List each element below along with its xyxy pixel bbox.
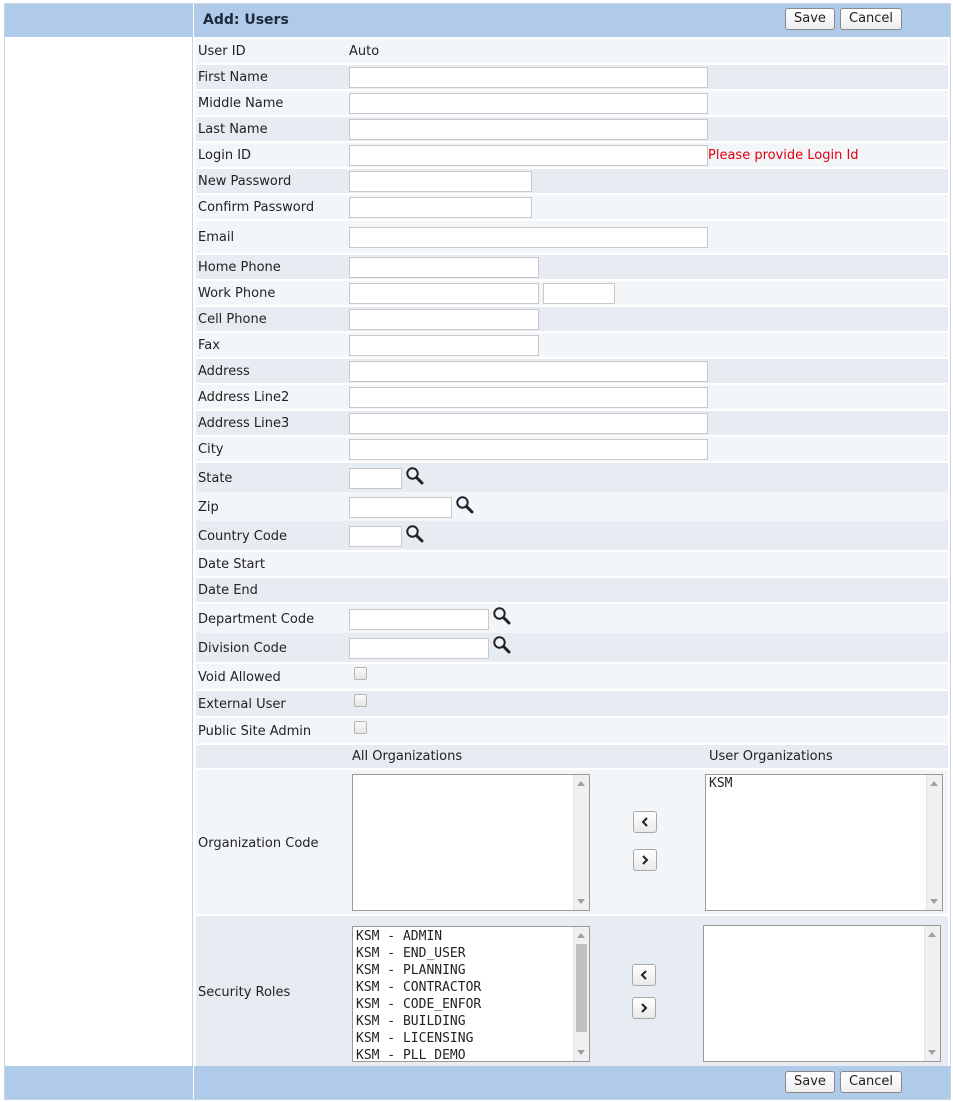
available-roles-list[interactable] xyxy=(352,926,590,1062)
save-button[interactable]: Save xyxy=(785,8,835,30)
left-column xyxy=(5,37,193,1066)
zip-input[interactable] xyxy=(349,497,452,518)
chevron-left-icon xyxy=(641,817,649,827)
login-id-input[interactable] xyxy=(349,145,708,166)
row-user-id xyxy=(196,39,948,63)
footer-cancel-button[interactable]: Cancel xyxy=(840,1071,902,1093)
security-roles-label: Security Roles xyxy=(198,985,291,1000)
division-code-lookup-magnifier-icon[interactable] xyxy=(492,635,512,655)
assigned-roles-list[interactable] xyxy=(703,925,941,1062)
user-organizations-scrollbar[interactable] xyxy=(926,775,942,910)
all-organizations-list[interactable] xyxy=(352,774,590,911)
footer-bar xyxy=(5,1066,950,1099)
list-item[interactable]: KSM - CONTRACTOR xyxy=(356,980,482,995)
available-roles-scrollbar[interactable] xyxy=(573,927,589,1061)
login-id-error: Please provide Login Id xyxy=(708,148,859,163)
date-start-label: Date Start xyxy=(198,557,265,572)
move-org-left-button[interactable] xyxy=(633,811,657,833)
header-bar xyxy=(5,4,950,37)
list-item[interactable]: KSM - ADMIN xyxy=(356,929,443,944)
state-input[interactable] xyxy=(349,468,402,489)
user-organizations-list[interactable] xyxy=(705,774,943,911)
user-id-value: Auto xyxy=(349,44,380,59)
zip-label: Zip xyxy=(198,500,219,515)
last-name-label: Last Name xyxy=(198,122,268,137)
row-security-roles xyxy=(196,916,948,1066)
all-organizations-header: All Organizations xyxy=(352,749,463,764)
chevron-right-icon xyxy=(640,1003,648,1013)
row-new-password xyxy=(196,169,948,193)
home-phone-input[interactable] xyxy=(349,257,539,278)
cancel-button[interactable]: Cancel xyxy=(840,8,902,30)
row-confirm-password xyxy=(196,195,948,219)
cell-phone-label: Cell Phone xyxy=(198,312,267,327)
row-department-code xyxy=(196,604,948,633)
list-item[interactable]: KSM xyxy=(709,776,733,791)
external-user-checkbox[interactable] xyxy=(354,694,367,707)
new-password-input[interactable] xyxy=(349,171,532,192)
row-email xyxy=(196,221,948,253)
address-line3-label: Address Line3 xyxy=(198,416,290,431)
row-work-phone xyxy=(196,281,948,305)
row-date-start xyxy=(196,552,948,576)
move-role-left-button[interactable] xyxy=(632,964,656,986)
country-code-label: Country Code xyxy=(198,529,288,544)
row-date-end xyxy=(196,578,948,602)
work-phone-ext-input[interactable] xyxy=(543,283,615,304)
row-organizations-header xyxy=(196,745,948,768)
confirm-password-input[interactable] xyxy=(349,197,532,218)
department-code-lookup-magnifier-icon[interactable] xyxy=(492,606,512,626)
row-middle-name xyxy=(196,91,948,115)
list-item[interactable]: KSM - END_USER xyxy=(356,946,466,961)
date-end-label: Date End xyxy=(198,583,258,598)
row-zip xyxy=(196,492,948,521)
state-lookup-magnifier-icon[interactable] xyxy=(405,466,425,486)
fax-input[interactable] xyxy=(349,335,539,356)
page-title: Add: Users xyxy=(203,12,289,28)
organization-code-label: Organization Code xyxy=(198,836,319,851)
list-item[interactable]: KSM - PLANNING xyxy=(356,963,466,978)
move-org-right-button[interactable] xyxy=(633,849,657,871)
first-name-input[interactable] xyxy=(349,67,708,88)
row-fax xyxy=(196,333,948,357)
row-organization-code xyxy=(196,770,948,914)
work-phone-input[interactable] xyxy=(349,283,539,304)
row-login-id xyxy=(196,143,948,167)
first-name-label: First Name xyxy=(198,70,268,85)
division-code-label: Division Code xyxy=(198,641,287,656)
public-site-admin-checkbox[interactable] xyxy=(354,721,367,734)
row-void-allowed xyxy=(196,664,948,689)
list-item[interactable]: KSM - PLL_DEMO xyxy=(356,1048,466,1062)
cell-phone-input[interactable] xyxy=(349,309,539,330)
last-name-input[interactable] xyxy=(349,119,708,140)
city-label: City xyxy=(198,442,224,457)
row-address xyxy=(196,359,948,383)
chevron-right-icon xyxy=(641,855,649,865)
row-address-line2 xyxy=(196,385,948,409)
row-first-name xyxy=(196,65,948,89)
list-item[interactable]: KSM - CODE_ENFOR xyxy=(356,997,482,1012)
country-code-input[interactable] xyxy=(349,526,402,547)
middle-name-input[interactable] xyxy=(349,93,708,114)
row-external-user xyxy=(196,691,948,716)
email-input[interactable] xyxy=(349,227,708,248)
assigned-roles-scrollbar[interactable] xyxy=(924,926,940,1061)
country-code-lookup-magnifier-icon[interactable] xyxy=(405,524,425,544)
user-id-label: User ID xyxy=(198,44,246,59)
row-home-phone xyxy=(196,255,948,279)
fax-label: Fax xyxy=(198,338,220,353)
footer-save-button[interactable]: Save xyxy=(785,1071,835,1093)
public-site-admin-label: Public Site Admin xyxy=(198,724,312,739)
row-cell-phone xyxy=(196,307,948,331)
department-code-input[interactable] xyxy=(349,609,489,630)
state-label: State xyxy=(198,471,233,486)
chevron-left-icon xyxy=(640,970,648,980)
row-address-line3 xyxy=(196,411,948,435)
row-city xyxy=(196,437,948,461)
address-line2-input[interactable] xyxy=(349,387,708,408)
row-division-code xyxy=(196,633,948,662)
login-id-label: Login ID xyxy=(198,148,252,163)
move-role-right-button[interactable] xyxy=(632,997,656,1019)
department-code-label: Department Code xyxy=(198,612,315,627)
home-phone-label: Home Phone xyxy=(198,260,281,275)
work-phone-label: Work Phone xyxy=(198,286,276,301)
city-input[interactable] xyxy=(349,439,708,460)
zip-lookup-magnifier-icon[interactable] xyxy=(455,495,475,515)
email-label: Email xyxy=(198,230,235,245)
middle-name-label: Middle Name xyxy=(198,96,284,111)
all-organizations-scrollbar[interactable] xyxy=(573,775,589,910)
add-users-panel xyxy=(4,3,951,1100)
void-allowed-checkbox[interactable] xyxy=(354,667,367,680)
list-item[interactable]: KSM - LICENSING xyxy=(356,1031,474,1046)
user-organizations-header: User Organizations xyxy=(709,749,833,764)
new-password-label: New Password xyxy=(198,174,292,189)
row-state xyxy=(196,463,948,492)
row-public-site-admin xyxy=(196,718,948,743)
void-allowed-label: Void Allowed xyxy=(198,670,281,685)
list-item[interactable]: KSM - BUILDING xyxy=(356,1014,466,1029)
address-input[interactable] xyxy=(349,361,708,382)
external-user-label: External User xyxy=(198,697,286,712)
address-line2-label: Address Line2 xyxy=(198,390,290,405)
division-code-input[interactable] xyxy=(349,638,489,659)
row-last-name xyxy=(196,117,948,141)
confirm-password-label: Confirm Password xyxy=(198,200,315,215)
address-label: Address xyxy=(198,364,250,379)
row-country-code xyxy=(196,521,948,550)
address-line3-input[interactable] xyxy=(349,413,708,434)
